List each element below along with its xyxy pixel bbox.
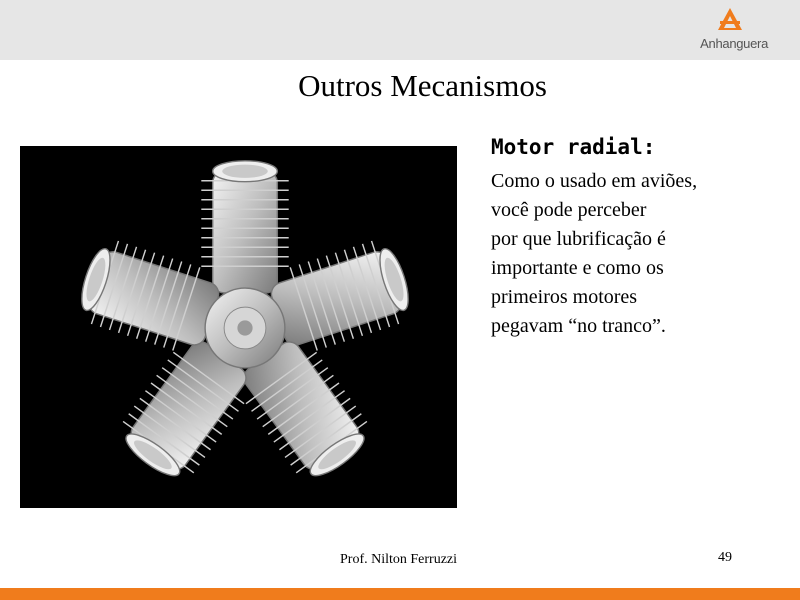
body-line: pegavam “no tranco”. (491, 315, 666, 337)
logo-text: Anhanguera (700, 36, 768, 51)
body-line: por que lubrificação é (491, 228, 666, 250)
slide-title: Outros Mecanismos (298, 68, 547, 103)
radial-engine-image (20, 146, 457, 508)
body-line: importante e como os (491, 257, 664, 279)
subtitle: Motor radial: (491, 135, 656, 159)
header-band (0, 0, 800, 60)
body-line: Como o usado em aviões, (491, 170, 698, 192)
footer-author: Prof. Nilton Ferruzzi (340, 552, 458, 567)
body-line: primeiros motores (491, 286, 638, 308)
text-panel (491, 135, 791, 341)
body-line: você pode perceber (491, 199, 647, 221)
page-number: 49 (718, 550, 732, 565)
body-text (491, 167, 791, 341)
bottom-accent-bar (0, 588, 800, 600)
